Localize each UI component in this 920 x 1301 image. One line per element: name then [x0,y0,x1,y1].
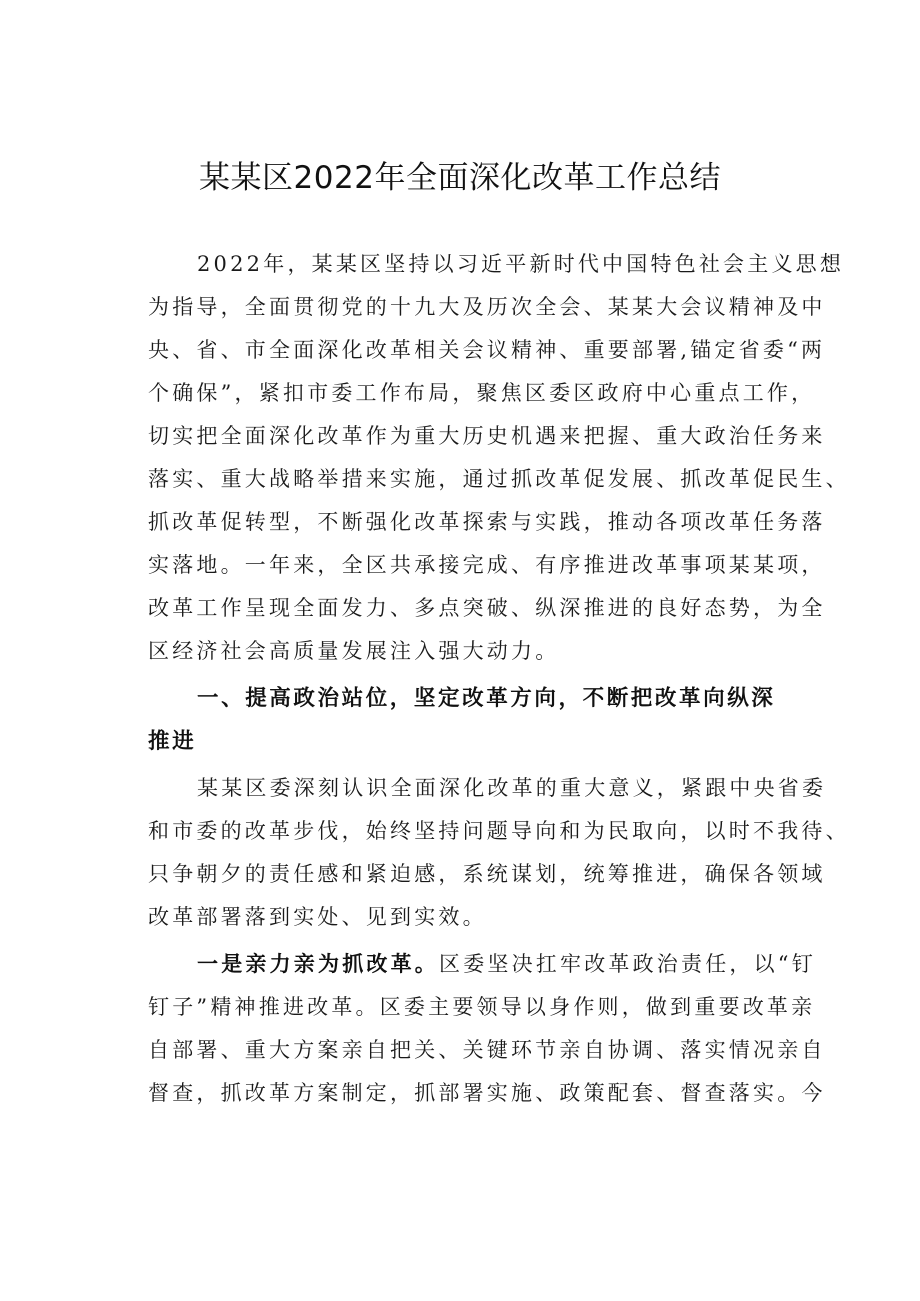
point-text: 区委坚决扛牢改革政治责任，以“钉 [439,952,816,976]
intro-line: 切实把全面深化改革作为重大历史机遇来把握、重大政治任务来 [148,424,826,448]
section-heading: 推进 [148,729,197,754]
intro-line: 实落地。一年来，全区共承接完成、有序推进改革事项某某项， [148,553,826,577]
point-first-line [197,943,877,986]
point-lead: 一是亲力亲为抓改革。 [197,952,439,976]
body-line: 只争朝夕的责任感和紧迫感，系统谋划，统筹推进，确保各领域 [148,862,826,886]
body-line: 某某区委深刻认识全面深化改革的重大意义，紧跟中央省委 [197,776,827,800]
body-line: 改革部署落到实处、见到实效。 [148,905,487,929]
body-line: 督查，抓改革方案制定，抓部署实施、政策配套、督查落实。今 [148,1081,826,1105]
intro-line: 落实、重大战略举措来实施，通过抓改革促发展、抓改革促民生、 [148,467,850,491]
intro-line: 区经济社会高质量发展注入强大动力。 [148,639,560,663]
document-title: 某某区2022年全面深化改革工作总结 [199,160,721,196]
intro-line: 央、省、市全面深化改革相关会议精神、重要部署,锚定省委“两 [148,338,826,362]
body-line: 自部署、重大方案亲自把关、关键环节亲自协调、落实情况亲自 [148,1038,826,1062]
body-line: 和市委的改革步伐，始终坚持问题导向和为民取向，以时不我待、 [148,819,850,843]
body-line: 钉子”精神推进改革。区委主要领导以身作则，做到重要改革亲 [148,995,816,1019]
intro-line: 改革工作呈现全面发力、多点突破、纵深推进的良好态势，为全 [148,596,826,620]
intro-line: 为指导，全面贯彻党的十九大及历次全会、某某大会议精神及中 [148,295,826,319]
intro-line: 个确保”，紧扣市委工作布局，聚焦区委区政府中心重点工作， [148,381,816,405]
intro-line: 抓改革促转型，不断强化改革探索与实践，推动各项改革任务落 [148,510,826,534]
section-heading: 一、提高政治站位，坚定改革方向，不断把改革向纵深 [197,686,776,711]
intro-line: 2022年，某某区坚持以习近平新时代中国特色社会主义思想 [197,252,845,276]
